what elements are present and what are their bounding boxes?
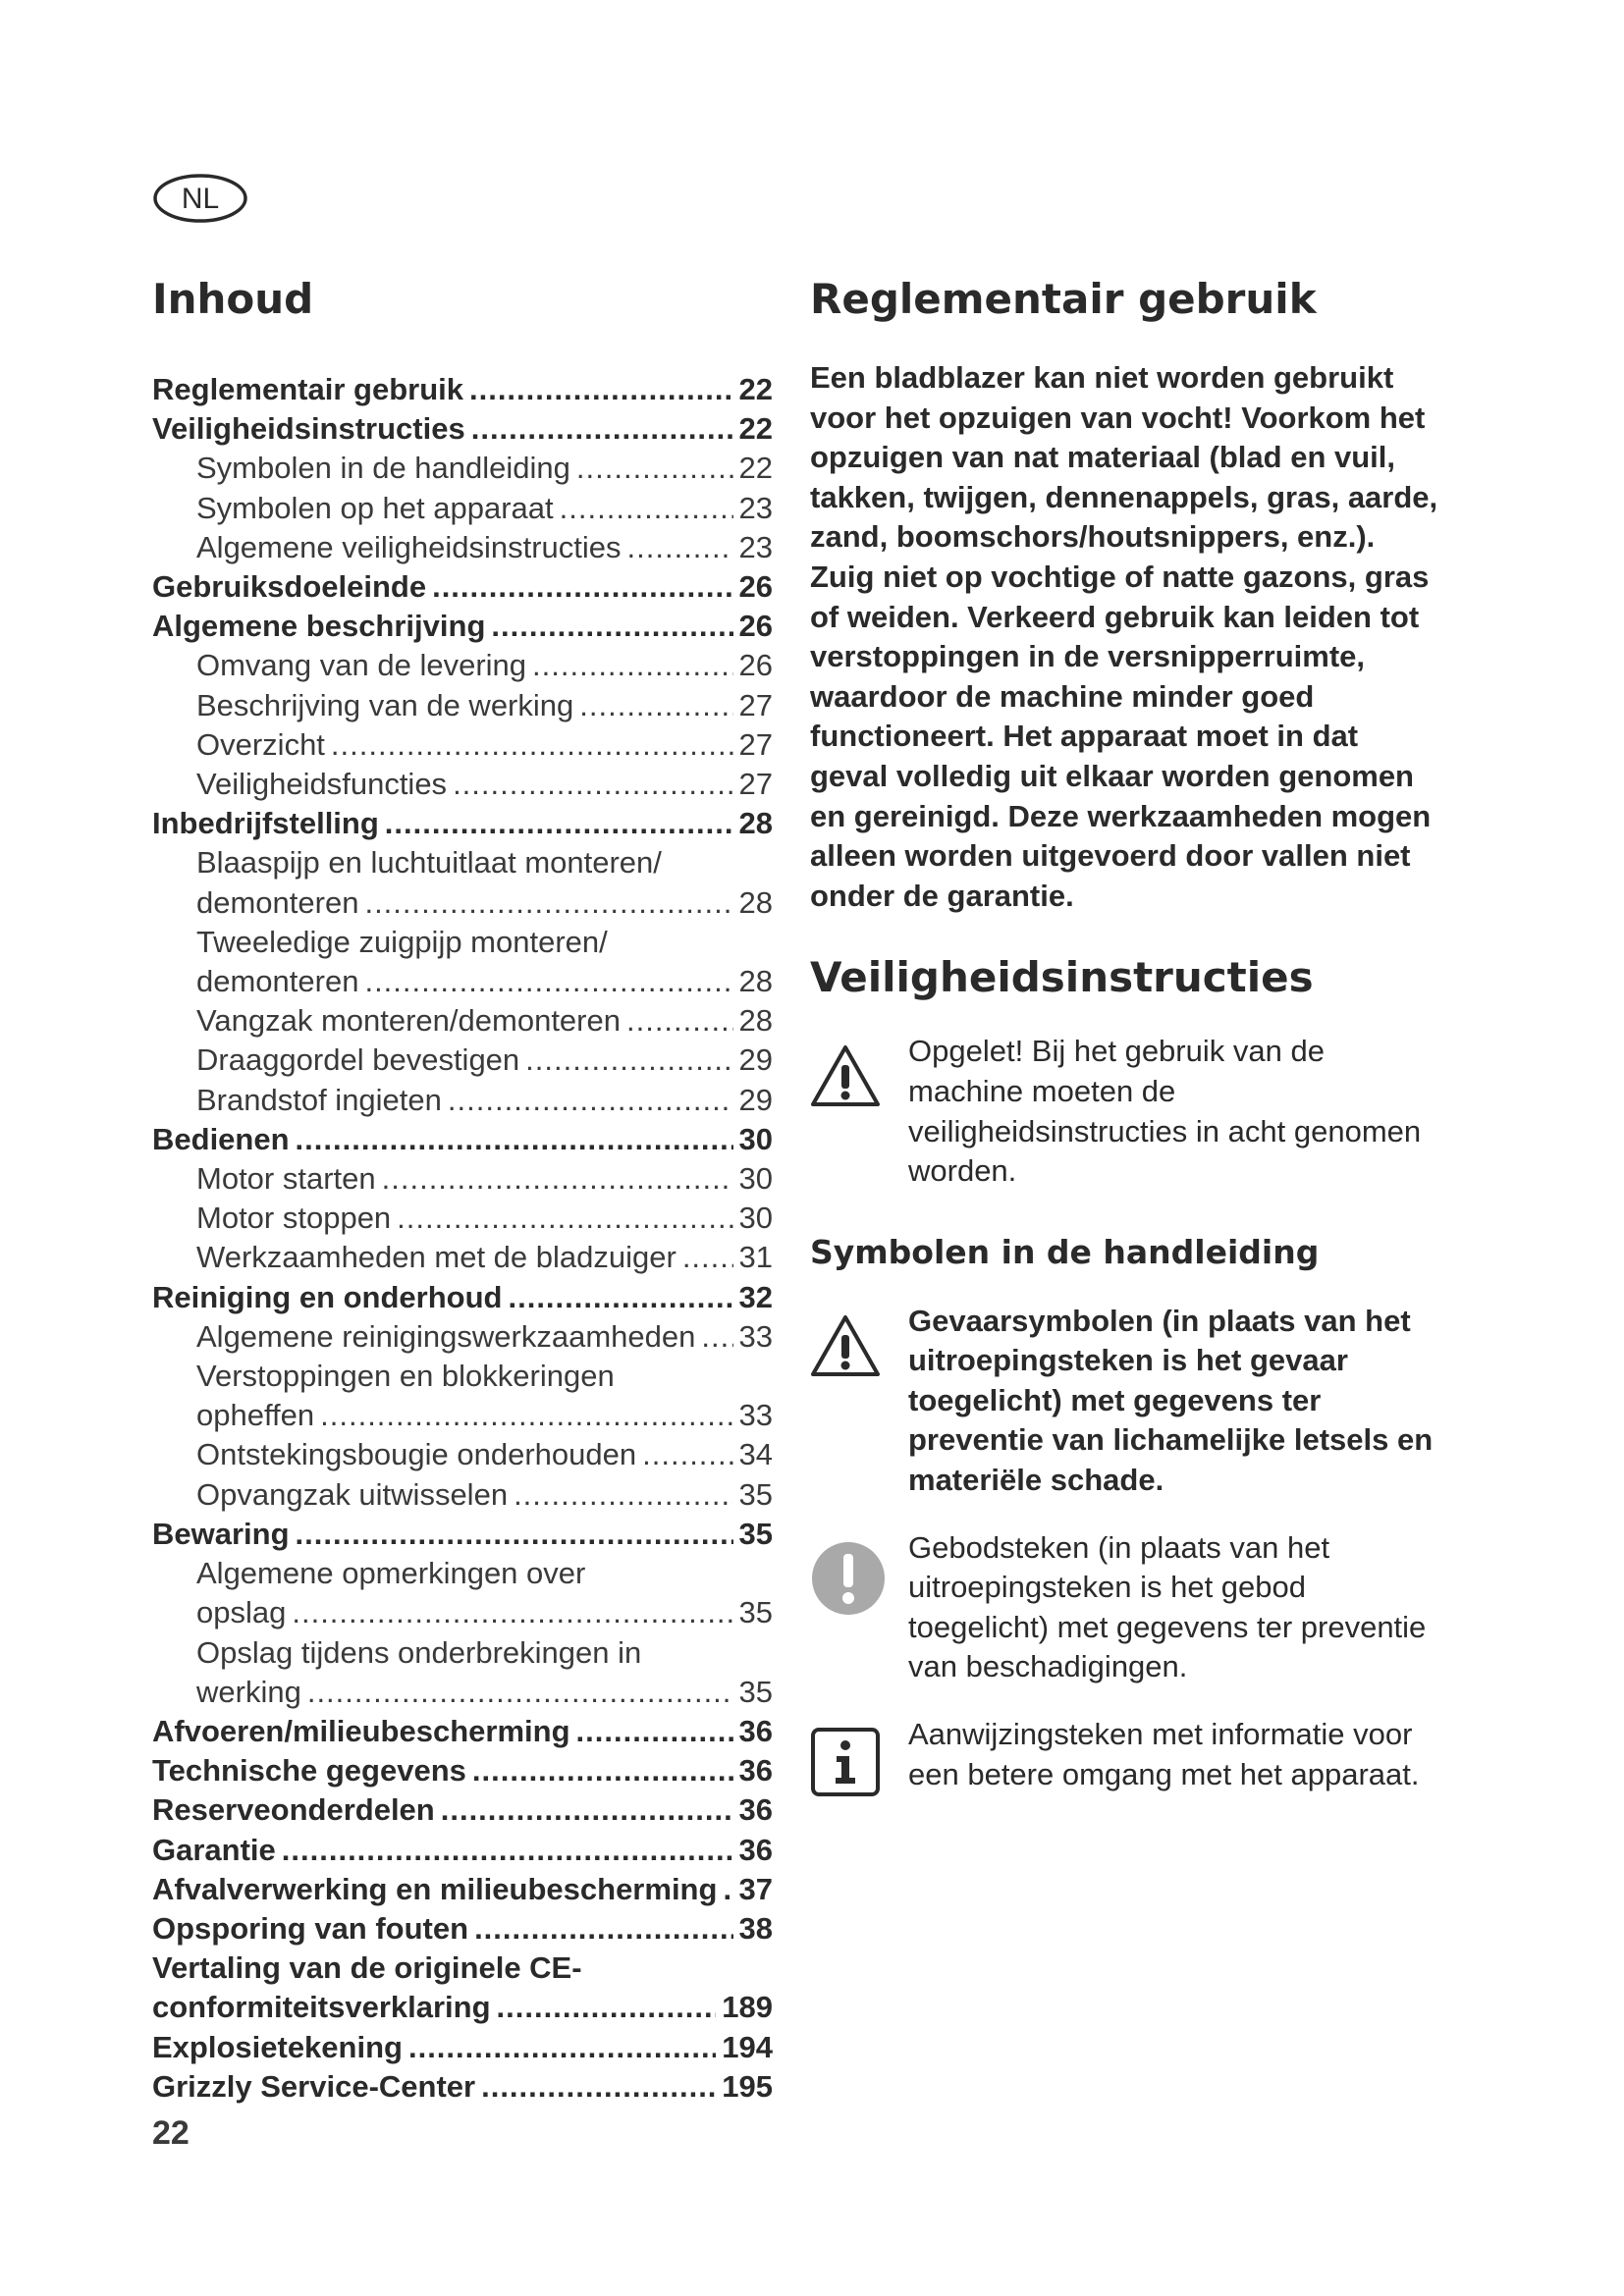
danger-triangle-icon [810, 1302, 891, 1378]
toc-entry-title: Technische gegevens [152, 1753, 466, 1789]
toc-entry-page: 195 [722, 2068, 773, 2104]
toc-entry-page: 31 [738, 1240, 773, 1275]
toc-entry-leader [448, 1081, 733, 1120]
toc-entry-page: 33 [738, 1318, 773, 1354]
main-content [810, 273, 1438, 1797]
toc-entry [152, 1357, 773, 1396]
toc-entry-title: Algemene veiligheidsinstructies [196, 529, 622, 564]
toc-entry-title: Grizzly Service-Center [152, 2068, 476, 2104]
toc-entry-leader [364, 962, 732, 1001]
toc-entry-page: 35 [738, 1516, 773, 1551]
toc-entry [152, 883, 773, 923]
toc-entry [152, 962, 773, 1001]
toc-entry-title: Overzicht [196, 726, 325, 762]
toc-entry-leader [532, 646, 732, 685]
toc-entry-leader [382, 1159, 733, 1199]
toc-entry [152, 1554, 773, 1593]
toc-entry [152, 1633, 773, 1673]
toc-entry-leader [701, 1317, 732, 1357]
warning-triangle-icon [810, 1032, 891, 1108]
toc-entry [152, 1790, 773, 1830]
toc-entry [152, 646, 773, 685]
toc-entry-page: 27 [738, 767, 773, 802]
toc-entry-title: Afvalverwerking en milieubescherming [152, 1871, 718, 1906]
toc-entry-page: 35 [738, 1476, 773, 1512]
toc-entry [152, 1001, 773, 1041]
danger-text: Gevaarsymbolen (in plaats van het uitroepingsteken is het gevaar toegelicht) met gegevens ter preventie van lichamelijke letsels en materiële schade. [908, 1303, 1434, 1498]
toc-entry [152, 765, 773, 804]
danger-notice [810, 1302, 1438, 1501]
toc-list [152, 370, 773, 2107]
toc-entry-leader [296, 1120, 733, 1159]
toc-entry-page: 28 [738, 884, 773, 920]
info-icon [810, 1715, 891, 1797]
toc-entry-leader [471, 409, 733, 449]
toc-entry [152, 1870, 773, 1909]
toc-entry [152, 567, 773, 607]
toc-entry [152, 1949, 773, 1988]
toc-entry [152, 804, 773, 843]
toc-entry-leader [497, 1988, 717, 2027]
toc-entry-title: werking [196, 1674, 301, 1709]
toc-title: Inhoud [152, 275, 314, 323]
toc-entry-leader [307, 1673, 733, 1712]
toc-entry [152, 1751, 773, 1790]
toc-entry [152, 1081, 773, 1120]
toc-entry-page: 23 [738, 490, 773, 525]
toc-entry-page: 26 [738, 569, 773, 605]
toc-entry-title: Gebruiksdoeleinde [152, 569, 427, 605]
toc-entry-leader [397, 1199, 732, 1238]
toc-entry [152, 1831, 773, 1870]
toc-entry-page: 36 [738, 1832, 773, 1867]
toc-entry [152, 1475, 773, 1515]
toc-entry [152, 1988, 773, 2027]
toc-entry-leader [576, 1712, 733, 1751]
toc-entry-page: 33 [738, 1398, 773, 1433]
toc-entry-title: Symbolen op het apparaat [196, 490, 554, 525]
toc-entry [152, 2028, 773, 2067]
toc-entry-title: Inbedrijfstelling [152, 806, 379, 841]
symbols-title: Symbolen in de handleiding [810, 1232, 1320, 1271]
toc-entry-page: 34 [738, 1437, 773, 1472]
toc-entry-title: conformiteitsverklaring [152, 1990, 491, 2025]
toc-entry-leader [282, 1831, 733, 1870]
toc-entry-title: Ontstekingsbougie onderhouden [196, 1437, 637, 1472]
toc-entry [152, 1041, 773, 1080]
toc-entry-leader [481, 2067, 716, 2107]
toc-entry-page: 37 [738, 1871, 773, 1906]
toc-entry [152, 843, 773, 882]
toc-entry-page: 194 [722, 2029, 773, 2064]
toc-entry [152, 1317, 773, 1357]
toc-entry-leader [508, 1278, 732, 1317]
mandatory-text: Gebodsteken (in plaats van het uitroepingsteken is het gebod toegelicht) met gegevens ter preventie van beschadigingen. [908, 1529, 1427, 1684]
toc-entry [152, 528, 773, 567]
language-badge-label: NL [181, 183, 220, 215]
toc-entry-title: demonteren [196, 884, 359, 920]
info-text: Aanwijzingsteken met informatie voor een betere omgang met het apparaat. [908, 1717, 1420, 1791]
info-notice [810, 1715, 1438, 1797]
toc-entry [152, 1120, 773, 1159]
warning-text: Opgelet! Bij het gebruik van de machine moeten de veiligheidsinstructies in acht genomen worden. [908, 1034, 1422, 1189]
toc-entry-title: Werkzaamheden met de bladzuiger [196, 1240, 677, 1275]
toc-entry-title: Veiligheidsinstructies [152, 411, 465, 447]
toc-entry [152, 1909, 773, 1949]
toc-entry [152, 1238, 773, 1277]
toc-entry-leader [472, 1751, 733, 1790]
toc-entry-page: 28 [738, 1003, 773, 1039]
toc-entry-leader [432, 567, 732, 607]
intended-use-title: Reglementair gebruik [810, 275, 1317, 323]
toc-entry-page: 38 [738, 1910, 773, 1946]
toc-entry [152, 686, 773, 725]
toc-entry-title: Blaaspijp en luchtuitlaat monteren/ [196, 845, 662, 881]
toc-entry-title: Verstoppingen en blokkeringen [196, 1359, 615, 1394]
toc-entry-title: Reglementair gebruik [152, 372, 463, 406]
toc-entry-title: Vertaling van de originele CE- [152, 1950, 582, 1986]
toc-entry-page: 36 [738, 1753, 773, 1789]
toc-entry-page: 35 [738, 1595, 773, 1630]
toc-entry-leader [469, 370, 733, 409]
toc-entry [152, 1278, 773, 1317]
toc-entry-page: 30 [738, 1121, 773, 1156]
language-badge [152, 173, 248, 224]
toc-entry-leader [627, 528, 733, 567]
toc-entry-page: 22 [738, 372, 773, 406]
toc-entry-page: 26 [738, 609, 773, 644]
toc-entry-page: 30 [738, 1161, 773, 1197]
toc-entry-title: Vangzak monteren/demonteren [196, 1003, 621, 1039]
intended-use-paragraph: Een bladblazer kan niet worden gebruikt voor het opzuigen van vocht! Voorkom het opzuigen van nat materiaal (blad en vuil, takken, twijgen, dennenappels, gras, aarde, zand, boomschors/houtsnippers, enz.). Zuig niet op vochtige of natte gazons, gras of weiden. Verkeerd gebruik kan leiden tot verstoppingen in de versnipperruimte, waardoor de machine minder goed functioneert. Het apparaat moet in dat geval volledig uit elkaar worden genomen en gereinigd. Deze werkzaamheden mogen alleen worden uitgevoerd door vallen niet onder de garantie. [810, 360, 1438, 913]
toc-entry-page: 32 [738, 1279, 773, 1314]
toc-entry-page: 36 [738, 1792, 773, 1828]
toc-entry-leader [331, 725, 733, 765]
toc-entry [152, 489, 773, 528]
toc-entry-title: Draaggordel bevestigen [196, 1042, 520, 1078]
toc-entry-title: Omvang van de levering [196, 648, 527, 683]
toc-entry-leader [525, 1041, 732, 1080]
toc-entry [152, 409, 773, 449]
toc-entry-leader [626, 1001, 733, 1041]
toc-entry [152, 449, 773, 488]
toc-entry-leader [320, 1396, 732, 1435]
toc-entry [152, 1673, 773, 1712]
mandatory-notice [810, 1528, 1438, 1687]
toc-entry-leader [474, 1909, 732, 1949]
toc-entry-page: 29 [738, 1082, 773, 1117]
toc-entry-title: Explosietekening [152, 2029, 403, 2064]
toc-entry [152, 923, 773, 962]
toc-entry-title: Symbolen in de handleiding [196, 451, 570, 486]
toc-entry-leader [296, 1515, 733, 1554]
toc-entry-title: Reserveonderdelen [152, 1792, 435, 1828]
toc-entry [152, 1435, 773, 1474]
toc-entry-leader [292, 1593, 732, 1632]
toc-entry-title: Tweeledige zuigpijp monteren/ [196, 924, 608, 959]
toc-entry-page: 22 [738, 411, 773, 447]
table-of-contents [152, 273, 773, 2153]
toc-entry [152, 1515, 773, 1554]
toc-entry-title: Motor starten [196, 1161, 376, 1197]
toc-entry-page: 29 [738, 1042, 773, 1078]
toc-entry [152, 1396, 773, 1435]
toc-entry-page: 23 [738, 529, 773, 564]
toc-entry-title: Algemene opmerkingen over [196, 1556, 586, 1591]
mandatory-exclamation-icon [810, 1528, 891, 1617]
toc-entry-leader [408, 2028, 716, 2067]
toc-entry-title: Brandstof ingieten [196, 1082, 442, 1117]
toc-entry [152, 1712, 773, 1751]
safety-title: Veiligheidsinstructies [810, 953, 1314, 1002]
toc-entry-title: Opsporing van fouten [152, 1910, 469, 1946]
toc-entry-leader [723, 1870, 732, 1909]
toc-entry-leader [579, 686, 732, 725]
toc-entry-leader [642, 1435, 732, 1474]
toc-entry [152, 370, 773, 409]
toc-entry-title: Bedienen [152, 1121, 290, 1156]
toc-entry-page: 28 [738, 964, 773, 999]
warning-notice [810, 1032, 1438, 1191]
toc-entry-page: 35 [738, 1674, 773, 1709]
toc-entry-title: Algemene reinigingswerkzaamheden [196, 1318, 696, 1354]
toc-entry-page: 189 [722, 1990, 773, 2025]
toc-entry-page: 22 [738, 451, 773, 486]
toc-entry-title: demonteren [196, 964, 359, 999]
language-badge-oval [152, 173, 248, 224]
toc-entry-title: Garantie [152, 1832, 276, 1867]
toc-entry-page: 36 [738, 1713, 773, 1748]
toc-entry-leader [514, 1475, 732, 1515]
toc-entry-leader [364, 883, 732, 923]
toc-entry-title: Algemene beschrijving [152, 609, 486, 644]
toc-entry-title: Opvangzak uitwisselen [196, 1476, 509, 1512]
toc-entry-page: 27 [738, 726, 773, 762]
toc-entry [152, 725, 773, 765]
toc-entry-leader [491, 607, 732, 646]
toc-entry-leader [441, 1790, 733, 1830]
toc-entry [152, 2067, 773, 2107]
page-number: 22 [152, 2113, 189, 2152]
toc-entry-page: 28 [738, 806, 773, 841]
toc-entry-leader [453, 765, 732, 804]
toc-entry-title: Reiniging en onderhoud [152, 1279, 503, 1314]
toc-entry-page: 30 [738, 1201, 773, 1236]
toc-entry-title: Afvoeren/milieubescherming [152, 1713, 570, 1748]
toc-entry-leader [385, 804, 733, 843]
toc-entry [152, 1159, 773, 1199]
toc-entry-title: Veiligheidsfuncties [196, 767, 448, 802]
toc-entry-title: opslag [196, 1595, 287, 1630]
toc-entry-title: Beschrijving van de werking [196, 687, 574, 722]
toc-entry-page: 27 [738, 687, 773, 722]
toc-entry [152, 607, 773, 646]
toc-entry-title: opheffen [196, 1398, 315, 1433]
toc-entry-leader [560, 489, 733, 528]
toc-entry-page: 26 [738, 648, 773, 683]
toc-entry-leader [576, 449, 733, 488]
toc-entry-leader [682, 1238, 733, 1277]
toc-entry-title: Bewaring [152, 1516, 290, 1551]
toc-entry [152, 1199, 773, 1238]
toc-entry-title: Motor stoppen [196, 1201, 392, 1236]
toc-entry [152, 1593, 773, 1632]
toc-entry-title: Opslag tijdens onderbrekingen in [196, 1634, 642, 1670]
